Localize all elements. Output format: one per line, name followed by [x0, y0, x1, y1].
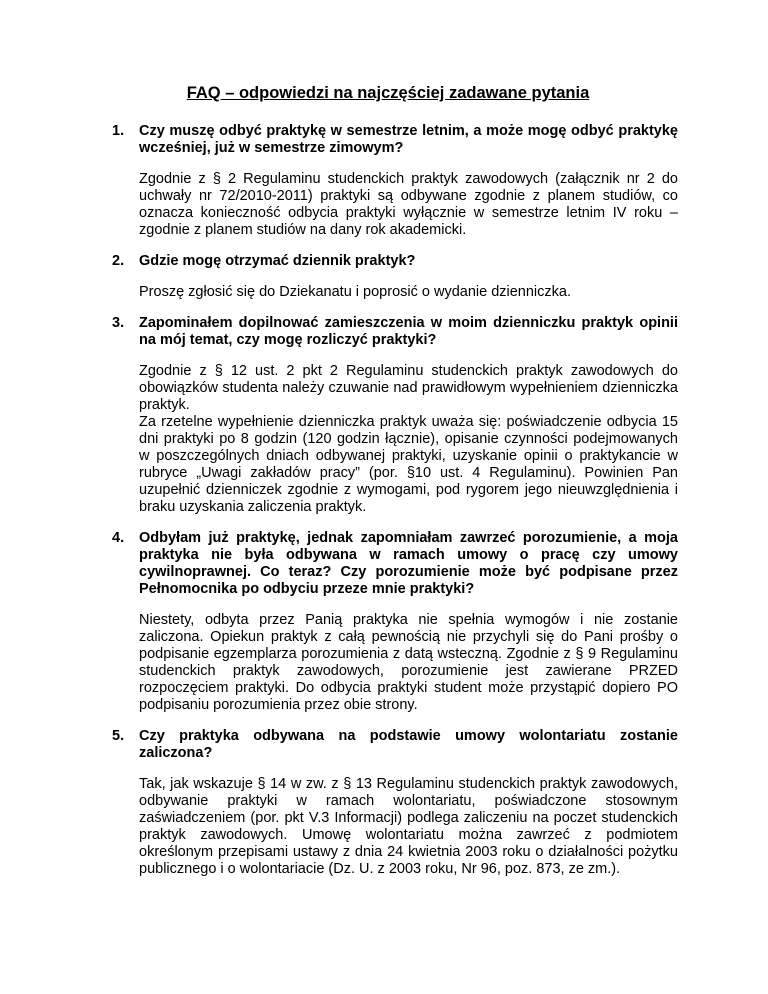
answer-paragraph: Za rzetelne wypełnienie dzienniczka praktyk uważa się: poświadczenie odbycia 15 dni praktyki po 8 godzin (120 godzin łącznie), opisanie czynności podejmowanych w poszczególnych dniach odbywanej praktyki, uzyskanie opinii o praktykancie w rubryce „Uwagi zakładów pracy” (por. §10 ust. 4 Regulaminu). Powinien Pan uzupełnić dzienniczek zgodnie z wymogami, pod rygorem jego nieuwzględnienia i braku uzyskania zaliczenia praktyk. — [139, 414, 678, 515]
faq-number: 5. — [112, 728, 125, 744]
faq-question: Czy muszę odbyć praktykę w semestrze letnim, a może mogę odbyć praktykę wcześniej, już w semestrze zimowym? — [139, 123, 678, 156]
faq-answer — [139, 284, 678, 301]
faq-item-4 — [0, 530, 768, 714]
answer-paragraph: Niestety, odbyta przez Panią praktyka nie spełnia wymogów i nie zostanie zaliczona. Opiekun praktyk z całą pewnością nie przychyli się do Pani prośby o podpisanie egzemplarza porozumienia z datą wsteczną. Zgodnie z § 9 Regulaminu studenckich praktyk zawodowych, porozumienie jest zawierane PRZED rozpoczęciem praktyki. Do odbycia praktyki student może przystąpić dopiero PO podpisaniu porozumienia przez obie strony. — [139, 612, 678, 713]
faq-list — [0, 123, 768, 878]
faq-item-2 — [0, 253, 768, 301]
answer-paragraph: Proszę zgłosić się do Dziekanatu i poprosić o wydanie dzienniczka. — [139, 284, 571, 300]
faq-question: Odbyłam już praktykę, jednak zapomniałam zawrzeć porozumienie, a moja praktyka nie była odbywana w ramach umowy o pracę czy umowy cywilnoprawnej. Co teraz? Czy porozumienie może być podpisane przez Pełnomocnika po odbyciu przeze mnie praktyki? — [139, 530, 678, 597]
faq-item-5 — [0, 728, 768, 878]
page-title: FAQ – odpowiedzi na najczęściej zadawane pytania — [186, 84, 590, 102]
answer-paragraph: Tak, jak wskazuje § 14 w zw. z § 13 Regulaminu studenckich praktyk zawodowych, odbywanie praktyki w ramach wolontariatu, poświadczone stosownym zaświadczeniem (por. pkt V.3 Informacji) podlega zaliczeniu na poczet studenckich praktyk zawodowych. Umowę wolontariatu można zawrzeć z podmiotem określonym przepisami ustawy z dnia 24 kwietnia 2003 roku o działalności pożytku publicznego i o wolontariacie (Dz. U. z 2003 roku, Nr 96, poz. 873, ze zm.). — [139, 776, 678, 877]
faq-item-1 — [0, 123, 768, 239]
faq-answer — [139, 363, 678, 516]
faq-item-3 — [0, 315, 768, 516]
faq-answer — [139, 171, 678, 239]
faq-question: Zapominałem dopilnować zamieszczenia w moim dzienniczku praktyk opinii na mój temat, czy mogę rozliczyć praktyki? — [139, 315, 678, 348]
faq-question: Czy praktyka odbywana na podstawie umowy wolontariatu zostanie zaliczona? — [139, 728, 678, 761]
faq-number: 3. — [112, 315, 125, 331]
faq-number: 4. — [112, 530, 125, 546]
answer-paragraph: Zgodnie z § 12 ust. 2 pkt 2 Regulaminu studenckich praktyk zawodowych do obowiązków studenta należy czuwanie nad prawidłowym wypełnieniem dzienniczka praktyk. — [139, 363, 678, 413]
answer-paragraph: Zgodnie z § 2 Regulaminu studenckich praktyk zawodowych (załącznik nr 2 do uchwały nr 72/2010-2011) praktyki są odbywane zgodnie z planem studiów, co oznacza konieczność odbycia praktyki wyłącznie w semestrze letnim IV roku – zgodnie z planem studiów na dany rok akademicki. — [139, 171, 678, 238]
faq-question: Gdzie mogę otrzymać dziennik praktyk? — [139, 253, 416, 269]
faq-number: 1. — [112, 123, 125, 139]
faq-number: 2. — [112, 253, 125, 269]
faq-answer — [139, 776, 678, 878]
faq-answer — [139, 612, 678, 714]
